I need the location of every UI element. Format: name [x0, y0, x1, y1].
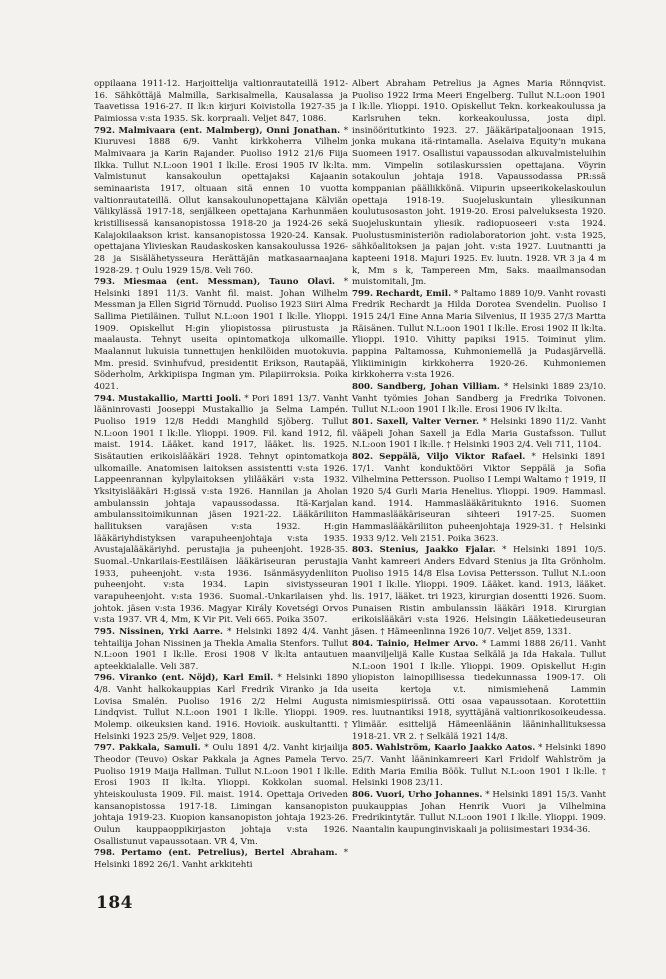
entry-804 [352, 639, 606, 744]
entry-number: 801. [352, 417, 373, 428]
entry-text: * Paltamo 1889 10/9. Vanht rovasti Fredrik Rechardt ja Hilda Dorotea Svendelin. Puoliso I 1915 24/1 Eine Anna Maria Silvenius, II 1935 27/3 Martta Räisänen. Tullut N.L:oon 1901 I lk:lle. Erosi 1902 II lk:lta. Ylioppi. 1910. Vihitty papiksi 1915. Toiminut ylim. pappina Paltamossa, Kuhmoniemellä ja Pudasjärvellä. Ylikiiminigin kirkkoherra 1920-26. Kuhmoniemen kirkkoherra v:sta 1926. [352, 288, 607, 381]
entry-name: Stenius, Jaakko Fjalar. [379, 545, 496, 556]
right-column [352, 79, 606, 837]
entry-798 [94, 848, 348, 871]
entry-796 [94, 673, 348, 743]
entry-text: * Helsinki 1891 10/5. Vanht kamreeri Anders Edvard Stenius ja Ilta Grönholm. Puoliso 1915 14/8 Elsa Lovisa Pettersson. Tullut N.L:oon 1901 I lk:lle. Ylioppi. 1909. Lääket. kand. 1913, lääket. lis. 1917, lääket. tri 1923, kirurgian dosentti 1926. Suom. Punaisen Ristin ambulanssin lääkäri 1918. Kirurgian erikoislääkäri v:sta 1926. Helsingin Lääketiedeuseuran jäsen. † Hämeenlinna 1926 10/7. Veljet 859, 1331. [352, 545, 607, 637]
entry-number: 798. [94, 848, 115, 859]
entry-text: * Helsinki 1890 25/7. Vanht lääninkamreeri Karl Fridolf Wahlström ja Edith Maria Emilia Böök. Tullut N.L:oon 1901 I lk:lle. † Helsinki 1908 23/11. [352, 743, 607, 789]
entry-continuation [94, 79, 348, 126]
entry-number: 799. [352, 288, 373, 299]
entry-number: 805. [352, 743, 373, 754]
page-number: 184 [96, 893, 133, 913]
entry-text: * Lammi 1888 26/11. Vanht maanviljelijä Kalle Kustaa Selkälä ja Ida Hakala. Tullut N.L:oon 1901 I lk:lle. Ylioppi. 1909. Opiskellut H:gin yliopiston lainopillisessa tiedekunnassa 1909-17. Oli useita kertoja v.t. nimismiehenä Lammin nimismiespiirissä. Otti osaa vapaussotaan. Korotettiin res. luutnantiksi 1918, syyttäjänä valtionrikosoikeudessa. Ylimäär. esittelijä Hämeenläänin lääninhallituksessa 1918-21. VR 2. † Selkälä 1921 14/8. [352, 638, 607, 742]
entry-text: * Helsinki 1891 17/1. Vanht konduktööri Viktor Seppälä ja Sofia Vilhelmina Pettersson. Puoliso I Lempi Waltamo † 1919, II 1920 5/4 Gurli Maria Henelius. Ylioppi. 1909. Hammasl. kand. 1914. Hammaslääkärituknto 1916. Suomen Hammaslääkäriseuran sihteeri 1917-25. Suomen Hammaslääkäriliiton puheenjohtaja 1929-31. † Helsinki 1933 9/12. Veli 2151. Poika 3623. [352, 452, 606, 544]
entry-number: 793. [94, 277, 115, 288]
entry-name: Pertamo (ent. Petrelius), Bertel Abraham. [121, 848, 338, 859]
entry-name: Saxell, Valter Verner. [376, 417, 480, 428]
entry-number: 800. [352, 382, 373, 393]
entry-text: * Oulu 1891 4/2. Vanht kirjailija Theodor (Teuvo) Oskar Pakkala ja Agnes Pamela Tervo. Puoliso 1919 Maija Hallman. Tullut N.L:oon 1901 I lk:lle. Erosi 1903 II lk:lta. Ylioppi. Kokkolan suomal. yhteiskoulusta 1909. Fil. maist. 1914. Opettaja Oriveden kansanopistossa 1917-18. Limingan kansanopiston johtaja 1919-23. Kuopion kansanopiston johtaja 1923-26. Oulun kauppaoppikirjaston johtaja v:sta 1926. Osallistunut vapaussotaan. VR 4, Vm. [94, 743, 349, 847]
entry-number: 792. [94, 125, 115, 136]
entry-800 [352, 382, 606, 417]
left-column [94, 79, 348, 872]
entry-text: * Pori 1891 13/7. Vanht lääninrovasti Jooseppi Mustakallio ja Selma Lampén. Puoliso 1919 12/8 Heddi Manghild Sjöberg. Tullut N.L:oon 1901 I lk:lle. Ylioppi. 1909. Fil. kand 1912, fil. maist. 1914. Lääket. kand 1917, lääket. lis. 1925. Sisätautien erikoislääkäri 1928. Tehnyt opintomatkoja ulkomaille. Anatomisen laitoksen assistentti v:sta 1926. Lappeenrannan kylpylaitoksen ylilääkäri v:sta 1932. Yksityislääkäri H:gissä v:sta 1926. Hannilan ja Aholan ambulanssin johtaja vapaussodassa. Itä-Karjalan ambulanssitoimikunnan jäsen 1921-22. Lääkäriliiton hallituksen varajäsen v:sta 1932. H:gin lääkäriyhdistyksen varapuheenjohtaja v:sta 1935. Avustajalääkäriyhd. perustajia ja puheenjoht. 1928-35. Suomal.-Unkarilais-Eestiläisen lääkäriseuran perustajia 1933, puheenjoht. v:sta 1936. Isänmäsyydenliiton puheenjoht. v:sta 1934. Lapin sivistysseuran varapuheenjoht. v:sta 1936. Suomal.-Unkarilaisen yhd. johtok. jäsen v:sta 1936. Magyar Király Kovetségi Orvos v:sta 1937. VR 4, Mm, K Vir Pit. Veli 665. Poika 3507. [94, 393, 349, 626]
entry-801 [352, 417, 606, 452]
entry-number: 806. [352, 790, 373, 801]
entry-name: Nissinen, Yrki Aarre. [119, 626, 223, 637]
entry-continuation [352, 79, 606, 289]
entry-805 [352, 743, 606, 790]
entry-text: Albert Abraham Petrelius ja Agnes Maria Rönnqvist. Puoliso 1922 Irma Meeri Engelberg. Tullut N.L:oon 1901 I lk:lle. Ylioppi. 1910. Opiskellut Tekn. korkeakoulussa ja Karlsruhen tekn. korkeakoulussa, josta dipl. insinööritutkinto 1923. 27. Jääkäripataljoonaan 1915, jonka mukana itä-rintamalla. Aselaiva Equity'n mukana Suomeen 1917. Osallistui vapaussodan alkuvalmisteluihin mm. Vimpelin sotilaskurssien opettajana. Vöyrin sotakoulun johtaja 1918. Vapaussodassa PR:ssä komppanian päällikkönä. Viipurin upseerikokelaskoulun opettaja 1918-19. Suojeluskuntain yliesikunnan koulutusosaston joht. 1919-20. Erosi palveluksesta 1920. Suojeluskuntain yliesik. radiopuoseeri v:sta 1924. Puolustusministeriön radiolaboratorion joht. v:sta 1925, sähköalitoksen ja pajan joht. v:sta 1927. Luutnantti ja kapteeni 1918. Majuri 1925. Ev. luutn. 1928. VR 3 ja 4 m k, Mm s k, Tampereen Mm, Saks. maailmansodan muistomitali, Jm. [352, 79, 606, 288]
entry-text: * Helsinki 1892 26/1. Vanht arkkitehti [94, 848, 348, 870]
entry-text: * Helsinki 1889 23/10. Vanht työmies Johan Sandberg ja Fredrika Toivonen. Tullut N.L:oon 1901 I lk:lle. Erosi 1906 IV lk:lta. [352, 382, 606, 416]
entry-794 [94, 394, 348, 627]
entry-number: 794. [94, 393, 115, 404]
entry-number: 795. [94, 626, 115, 637]
entry-name: Pakkala, Samuli. [118, 743, 201, 754]
entry-name: Sandberg, Johan Villiam. [377, 382, 500, 393]
entry-792 [94, 126, 348, 278]
entry-number: 802. [352, 452, 373, 462]
entry-name: Rechardt, Emil. [375, 288, 452, 299]
entry-name: Malmivaara (ent. Malmberg), Onni Jonathan. [118, 125, 341, 136]
entry-803 [352, 545, 606, 638]
entry-text: * Helsinki 1890 4/8. Vanht halkokauppias Karl Fredrik Viranko ja Ida Lovisa Smalén. Puoliso 1916 2/2 Helmi Augusta Lindqvist. Tullut N.L:oon 1901 I lk:lle. Ylioppi. 1909. Molemp. oikeuksien kand. 1916. Hovioik. auskultantti. † Helsinki 1923 25/9. Veljet 929, 1808. [94, 673, 349, 742]
entry-text: * Helsinki 1891 11/3. Vanht fil. maist. Johan Wilhelm Messman ja Ellen Sigrid Törnudd. Puoliso 1923 Siiri Alma Sallima Pietiläinen. Tullut N.L:oon 1901 I lk:lle. Ylioppi. 1909. Opiskellut H:gin yliopistossa piirustusta ja maalausta. Tehnyt useita opintomatkoja ulkomaille. Maalannut lukuisia tunnettujen henkilöiden muotokuvia. Mm. presid. Svinhufvud, presidentit Erikson, Rautapää, Söderholm, Arkkipiispa Ingman ym. Pilapiirroksia. Poika 4021. [94, 277, 348, 393]
entry-text: * Helsinki 1890 11/2. Vanht vääpeli Johan Saxell ja Edla Maria Gustafsson. Tullut N.L:oon 1901 I lk:lle. † Helsinki 1903 2/4. Veli 711, 1104. [352, 417, 607, 451]
entry-name: Miesmaa (ent. Messman), Tauno Olavi. [123, 277, 336, 288]
entry-number: 797. [94, 743, 115, 754]
entry-number: 796. [94, 673, 115, 684]
entry-text: * Helsinki 1892 4/4. Vanht tehtailija Johan Nissinen ja Thekla Amalia Stenfors. Tullut N.L:oon 1901 I lk:lle. Erosi 1908 V lk:lta antautuen apteekkialalle. Veli 387. [94, 626, 348, 672]
entry-799 [352, 289, 606, 382]
entry-name: Viranko (ent. Nöjd), Karl Emil. [119, 673, 274, 684]
entry-name: Tainio, Helmer Arvo. [376, 638, 479, 649]
entry-806 [352, 790, 606, 837]
entry-name: Vuori, Urho Johannes. [375, 790, 483, 801]
entry-text: * Kiuruvesi 1888 6/9. Vanht kirkkoherra Vilhelm Malmivaara ja Karin Rajander. Puoliso 1912 21/6 Fiija Ilkka. Tullut N.L:oon 1901 I lk:lle. Erosi 1905 IV lk:lta. Valmistunut kansakoulun opettajaksi Kajaanin seminaarista 1917, oltuaan sitä ennen 10 vuotta valtionrautateillä. Ollut kansakoulunopettajana Kälviän Välikylässä 1917-18, senjälkeen opettajana Karhunmäen kristillisessä kansanopistossa 1918-20 ja 1924-26 sekä Kalajokilaakson krist. kansanopistossa 1920-24. Kansak. opettajana Ylivieskan Raudaskosken kansakoulussa 1926-28 ja Sisälähetysseura Herättäjän matkasaarnaajana 1928-29. † Oulu 1929 15/8. Veli 760. [94, 125, 348, 276]
entry-793 [94, 277, 348, 394]
entry-text: * Helsinki 1891 15/3. Vanht puukauppias Johan Henrik Vuori ja Vilhelmina Fredrikintytär. Tullut N.L:oon 1901 I lk:lle. Ylioppi. 1909. Naantalin kaupunginviskaali ja poliisimestari 1934-36. [352, 790, 606, 835]
entry-name: Wahlström, Kaarlo Jaakko Aatos. [375, 743, 536, 754]
entry-name: Mustakallio, Martti Jooli. [118, 393, 242, 404]
entry-795 [94, 627, 348, 674]
entry-797 [94, 743, 348, 848]
entry-name: Seppälä, Viljo Viktor Rafael. [379, 452, 526, 462]
entry-number: 804. [352, 638, 373, 649]
entry-802 [352, 452, 606, 545]
entry-number: 803. [352, 545, 373, 556]
entry-text: oppilaana 1911-12. Harjoittelija valtionrautateillä 1912-16. Sähköttäjä Malmilla, Sarkisalmella, Kausalassa ja Taavetissa 1916-27. II lk:n kirjuri Koivistolla 1927-35 ja Paimiossa v:sta 1935. Sk. korpraali. Veljet 847, 1086. [94, 79, 348, 124]
